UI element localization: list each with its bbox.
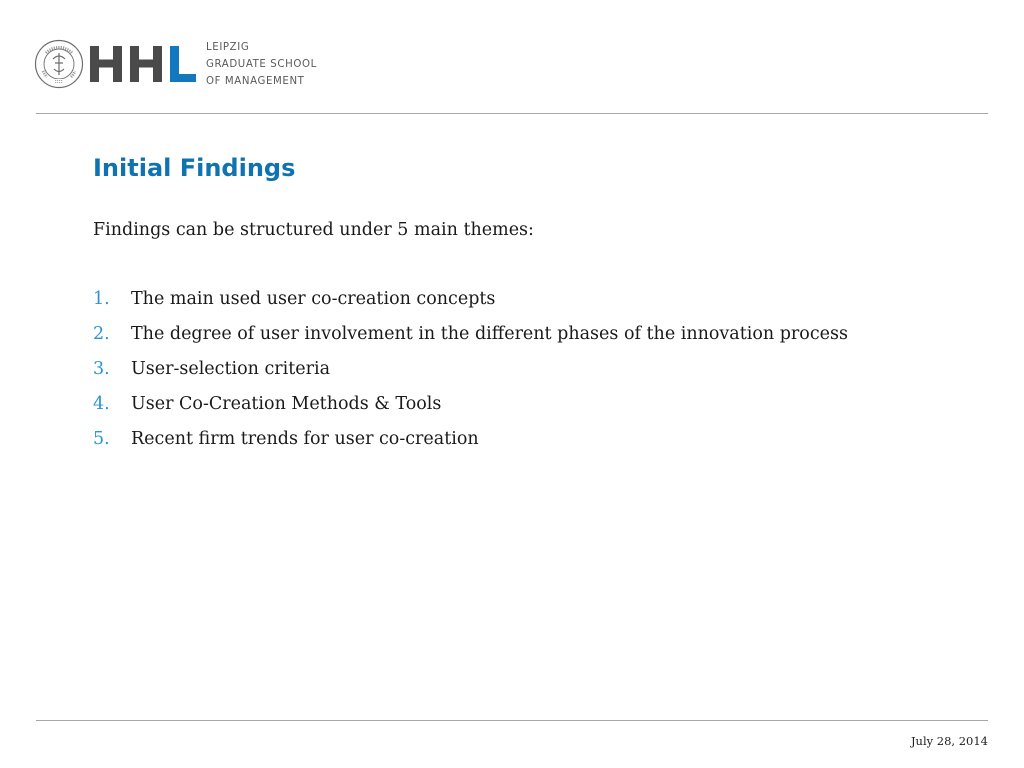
theme-item xyxy=(93,394,848,429)
theme-item xyxy=(93,429,848,464)
theme-number: 1. xyxy=(93,289,110,309)
theme-text: The main used user co-creation concepts xyxy=(131,289,496,309)
footer-divider xyxy=(36,720,988,721)
theme-item xyxy=(93,289,848,324)
theme-number: 3. xyxy=(93,359,110,379)
intro-text: Findings can be structured under 5 main themes: xyxy=(93,220,534,240)
header xyxy=(34,38,317,90)
school-name xyxy=(206,38,317,90)
slide-title: Initial Findings xyxy=(93,154,296,182)
theme-item xyxy=(93,324,848,359)
theme-number: 5. xyxy=(93,429,110,449)
theme-number: 2. xyxy=(93,324,110,344)
theme-text: User Co-Creation Methods & Tools xyxy=(131,394,442,414)
theme-text: Recent firm trends for user co-creation xyxy=(131,429,479,449)
theme-text: User-selection criteria xyxy=(131,359,331,379)
school-line-1: LEIPZIG xyxy=(206,42,250,53)
hhl-seal-logo xyxy=(34,39,84,89)
hhl-wordmark xyxy=(90,38,317,90)
school-line-3: OF MANAGEMENT xyxy=(206,76,305,87)
hhl-wordmark-glyphs xyxy=(90,44,198,84)
theme-text: The degree of user involvement in the different phases of the innovation process xyxy=(131,324,848,344)
theme-number: 4. xyxy=(93,394,110,414)
header-divider xyxy=(36,113,988,114)
themes-list xyxy=(93,289,848,464)
school-line-2: GRADUATE SCHOOL xyxy=(206,59,317,70)
theme-item xyxy=(93,359,848,394)
footer-date: July 28, 2014 xyxy=(910,734,988,748)
